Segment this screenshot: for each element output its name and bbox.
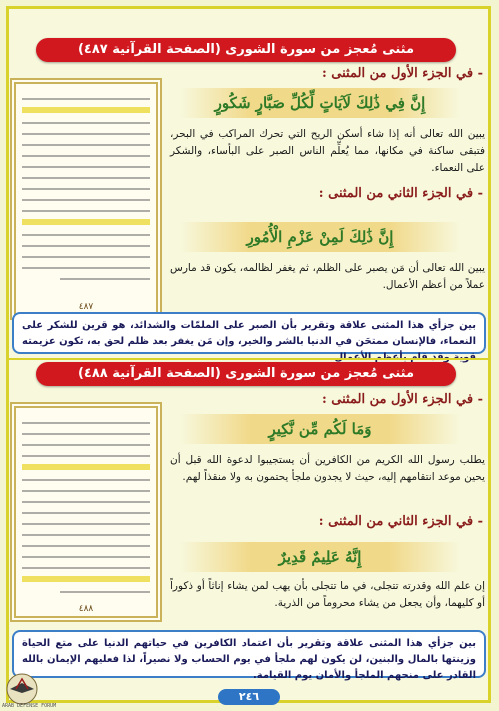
mushaf-page-number: ٤٨٧ xyxy=(78,302,94,312)
section-1-part-1-heading: - في الجزء الأول من المثنى : xyxy=(321,66,483,81)
section-1-part-1-verse: إِنَّ فِي ذَٰلِكَ لَآيَاتٍ لِّكُلِّ صَبَّارٍ شَكُورٍ xyxy=(180,88,460,118)
mushaf-page-488 xyxy=(10,402,162,622)
section-2-summary: بين جزأي هذا المثنى علاقة وتقرير بأن اعتماد الكافرين في حياتهم الدنيا على متع الحياة وزينتها بالمال والبنين، لن يكون لهم ملجأ في يوم الحساب ولا نصيراً، لذا فعليهم الإيمان بالله القادر على منحهم الملجأ والأمان يوم القيامة. xyxy=(12,630,486,678)
section-divider xyxy=(8,358,491,360)
mushaf-page-487 xyxy=(10,78,162,320)
section-2-part-1-verse: وَمَا لَكُم مِّن نَّكِيرٍ xyxy=(180,414,460,444)
section-2-part-2-verse: إِنَّهُ عَلِيمٌ قَدِيرٌ xyxy=(180,542,460,572)
forum-logo-icon xyxy=(4,671,40,707)
section-1-summary: بين جزأي هذا المثنى علاقة وتقرير بأن الصبر على الملمّات والشدائد، هو قرين للشكر على النعماء، فالإنسان ممتحَن في الدنيا بالشر والخير، وإن مَن يغفر بعد ظلم لحق به، تكون عزيمته xyxy=(12,312,486,354)
section-1-part-2-text: يبين الله تعالى أن مَن يصبر على الظلم، ثم يغفر لظالمه، يكون قد مارس عملاً من أعظم الأعمال. xyxy=(170,262,485,291)
forum-logo-text: ARAB DEFENSE FORUM xyxy=(2,703,57,709)
section-1-title: مثنى مُعجز من سورة الشورى (الصفحة القرآنية ٤٨٧) xyxy=(36,38,456,62)
page-number: ٢٤٦ xyxy=(218,689,280,705)
section-1-part-2-heading: - في الجزء الثاني من المثنى : xyxy=(318,186,483,201)
mushaf-page-number: ٤٨٨ xyxy=(78,604,94,614)
section-2-title: مثنى مُعجز من سورة الشورى (الصفحة القرآنية ٤٨٨) xyxy=(36,362,456,386)
section-2-part-2-text: إن علم الله وقدرته تتجلى، في ما تتجلى بأن يهب لمن يشاء إناثاً أو ذكوراً أو كليهما، وأن يجعل من يشاء محروماً من الذرية. xyxy=(170,580,485,609)
section-2-part-1-heading: - في الجزء الأول من المثنى : xyxy=(321,392,483,407)
section-1-part-2-verse: إِنَّ ذَٰلِكَ لَمِنْ عَزْمِ الْأُمُورِ xyxy=(180,222,460,252)
section-2-part-2-heading: - في الجزء الثاني من المثنى : xyxy=(318,514,483,529)
section-2-part-1-text: يطلب رسول الله الكريم من الكافرين أن يستجيبوا لدعوة الله قبل أن يحين موعد انتقامهم إليه، حيث لا يجدون ملجأ يحتمون به ولا منقذاً لهم. xyxy=(170,454,485,483)
section-1-part-1-text: يبين الله تعالى أنه إذا شاء أسكن الريح التي تحرك المراكب في البحر، فتبقى ساكنة في مكانها، مما يُعلِّم الناس الصبر على البأساء، والشكر على النعماء. xyxy=(170,128,485,174)
